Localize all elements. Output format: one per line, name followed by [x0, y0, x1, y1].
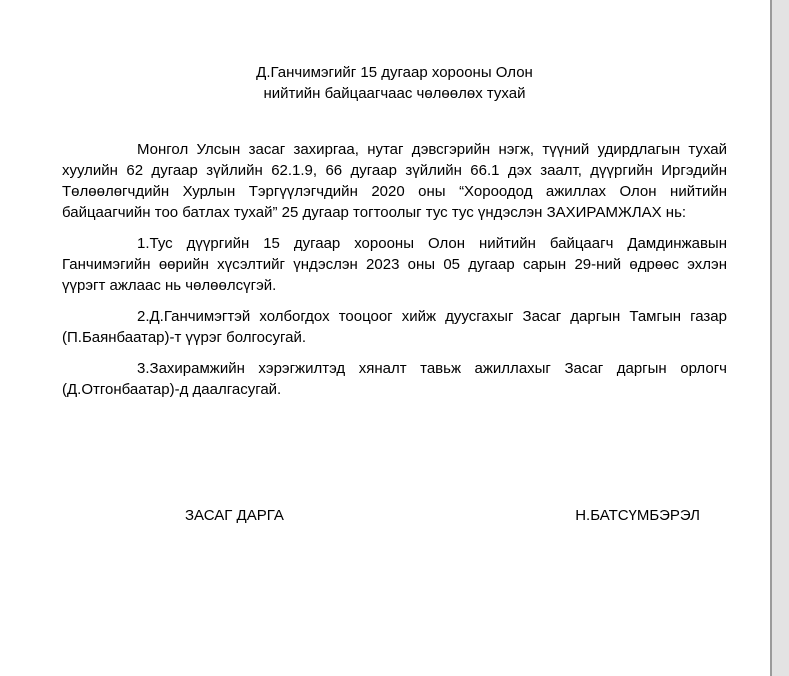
signature-name: Н.БАТСҮМБЭРЭЛ	[575, 507, 700, 524]
document-content	[62, 62, 727, 526]
clause-2-paragraph: 2.Д.Ганчимэгтэй холбогдох тооцоог хийж дуусгахыг Засаг даргын Тамгын газар (П.Баянбаатар)-т үүрэг болгосугай.	[62, 308, 727, 346]
title-line-2: нийтийн байцаагчаас чөлөөлөх тухай	[263, 85, 526, 102]
signature-row	[62, 505, 727, 526]
app-canvas-strip	[770, 0, 789, 676]
clause-1-paragraph: 1.Тус дүүргийн 15 дугаар хорооны Олон нийтийн байцаагч Дамдинжавын Ганчимэгийн өөрийн хүсэлтийг үндэслэн 2023 оны 05 дугаар сарын 29-ний өдрөөс эхлэн үүрэгт ажлаас нь чөлөөлсүгэй.	[62, 235, 727, 294]
document-title	[62, 62, 727, 104]
preamble-paragraph: Монгол Улсын засаг захиргаа, нутаг дэвсгэрийн нэгж, түүний удирдлагын тухай хуулийн 62 дугаар зүйлийн 62.1.9, 66 дугаар зүйлийн 66.1 дэх заалт, дүүргийн Иргэдийн Төлөөлөгчдийн Хурлын Тэргүүлэгчдийн 2020 оны “Хороодод ажиллах Олон нийтийн байцаагчийн тоо батлах тухай” 25 дугаар тогтоолыг тус тус үндэслэн ЗАХИРАМЖЛАХ нь:	[62, 141, 727, 221]
clause-3-paragraph: 3.Захирамжийн хэрэгжилтэд хяналт тавьж ажиллахыг Засаг даргын орлогч (Д.Отгонбаатар)-д даалгасугай.	[62, 360, 727, 398]
title-line-1: Д.Ганчимэгийг 15 дугаар хорооны Олон	[256, 64, 533, 81]
document-body	[62, 139, 727, 400]
signature-role: ЗАСАГ ДАРГА	[185, 507, 284, 524]
